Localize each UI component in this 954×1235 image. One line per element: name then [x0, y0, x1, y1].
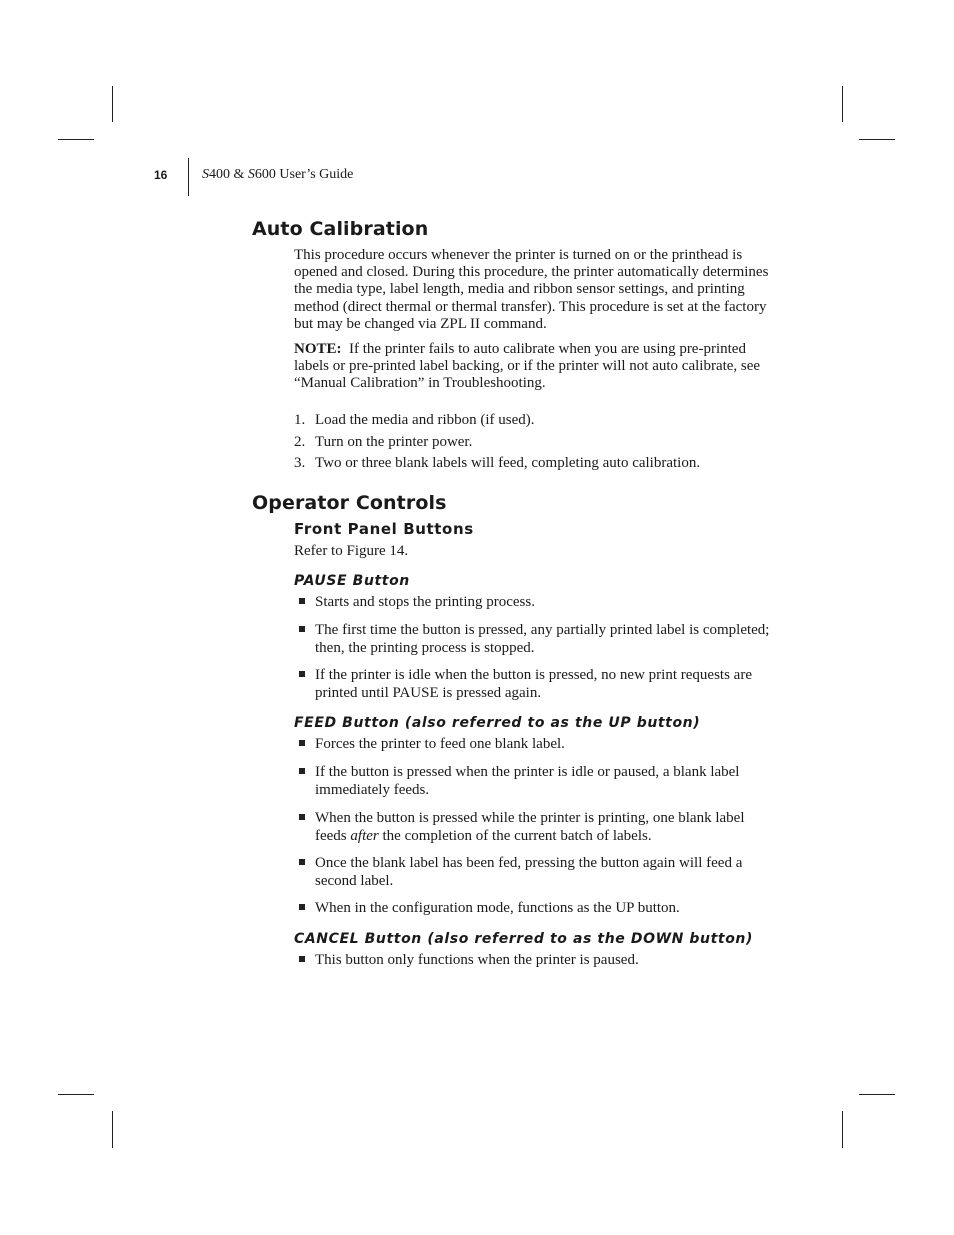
crop-mark-top-left-horizontal: [58, 139, 94, 140]
bullet-item: [294, 764, 774, 799]
page-number: 16: [154, 168, 168, 182]
bullet-item: [294, 900, 774, 918]
bullet-text-end: the completion of the current batch of labels.: [382, 827, 652, 844]
step-item: [294, 434, 774, 452]
bullet-item: [294, 622, 774, 657]
step-number: 3.: [294, 455, 306, 471]
bullet-text: Starts and stops the printing process.: [315, 594, 535, 610]
auto-calibration-intro: This procedure occurs whenever the printer is turned on or the printhead is opened and closed. During this procedure, the printer automatically determines the media type, label length, media and ribbon sensor settings, and printing method (direct thermal or thermal transfer). This procedure is set at the factory but may be changed via ZPL II command.: [294, 247, 769, 332]
header-divider: [188, 158, 189, 196]
note-text: If the printer fails to auto calibrate when you are using pre-printed labels or pre-printed label backing, or if the printer will not auto calibrate, see “Manual Calibration” in Troubleshooting.: [294, 341, 761, 392]
bullet-item: [294, 855, 774, 890]
auto-calibration-heading: Auto Calibration: [252, 218, 429, 240]
bullet-square-icon: [299, 768, 305, 774]
crop-mark-top-right-horizontal: [859, 139, 895, 140]
bullet-square-icon: [299, 814, 305, 820]
pause-button-heading: PAUSE Button: [294, 573, 410, 589]
step-item: [294, 455, 774, 473]
bullet-square-icon: [299, 956, 305, 962]
operator-controls-heading: Operator Controls: [252, 492, 447, 514]
crop-mark-bottom-left-vertical: [112, 1111, 113, 1148]
bullet-square-icon: [299, 598, 305, 604]
bullet-item: [294, 810, 774, 845]
bullet-item: [294, 594, 774, 612]
front-panel-buttons-heading: Front Panel Buttons: [294, 520, 474, 538]
title-part-2: 600 User’s Guide: [254, 167, 354, 182]
crop-mark-top-left-vertical: [112, 86, 113, 122]
bullet-text: This button only functions when the printer is paused.: [315, 952, 639, 968]
bullet-square-icon: [299, 740, 305, 746]
bullet-item: [294, 952, 774, 970]
cancel-button-heading: CANCEL Button (also referred to as the DOWN button): [294, 931, 753, 947]
front-panel-intro: Refer to Figure 14.: [294, 543, 409, 559]
crop-mark-bottom-left-horizontal: [58, 1094, 94, 1095]
feed-button-heading: FEED Button (also referred to as the UP button): [294, 715, 701, 731]
auto-calibration-note: [294, 341, 774, 393]
title-s-2: S: [247, 167, 255, 182]
crop-mark-top-right-vertical: [842, 86, 843, 122]
bullet-text: Forces the printer to feed one blank label.: [315, 736, 565, 752]
running-header-title: [202, 167, 353, 183]
title-part-1: 400 &: [209, 167, 248, 182]
bullet-text: Once the blank label has been fed, pressing the button again will feed a second label.: [315, 855, 743, 889]
bullet-square-icon: [299, 859, 305, 865]
bullet-square-icon: [299, 626, 305, 632]
bullet-square-icon: [299, 904, 305, 910]
bullet-text: [315, 810, 774, 845]
crop-mark-bottom-right-horizontal: [859, 1094, 895, 1095]
step-text: Two or three blank labels will feed, completing auto calibration.: [315, 455, 701, 471]
bullet-text: If the button is pressed when the printer is idle or paused, a blank label immediately feeds.: [315, 764, 740, 798]
step-item: [294, 412, 774, 430]
bullet-item: [294, 736, 774, 754]
bullet-item: [294, 667, 774, 702]
title-s-1: S: [202, 167, 209, 182]
step-text: Turn on the printer power.: [315, 434, 473, 450]
bullet-text-start: When the button is pressed while the printer is printing, one blank label feeds: [315, 810, 745, 844]
step-text: Load the media and ribbon (if used).: [315, 412, 535, 428]
crop-mark-bottom-right-vertical: [842, 1111, 843, 1148]
step-number: 1.: [294, 412, 306, 428]
bullet-text: The first time the button is pressed, any partially printed label is completed; then, the printing process is stopped.: [315, 622, 770, 656]
bullet-square-icon: [299, 671, 305, 677]
note-label: NOTE:: [294, 341, 342, 357]
bullet-text: When in the configuration mode, functions as the UP button.: [315, 900, 680, 916]
bullet-emphasis: after: [350, 827, 379, 844]
bullet-text: If the printer is idle when the button is pressed, no new print requests are printed until PAUSE is pressed again.: [315, 667, 752, 701]
step-number: 2.: [294, 434, 306, 450]
